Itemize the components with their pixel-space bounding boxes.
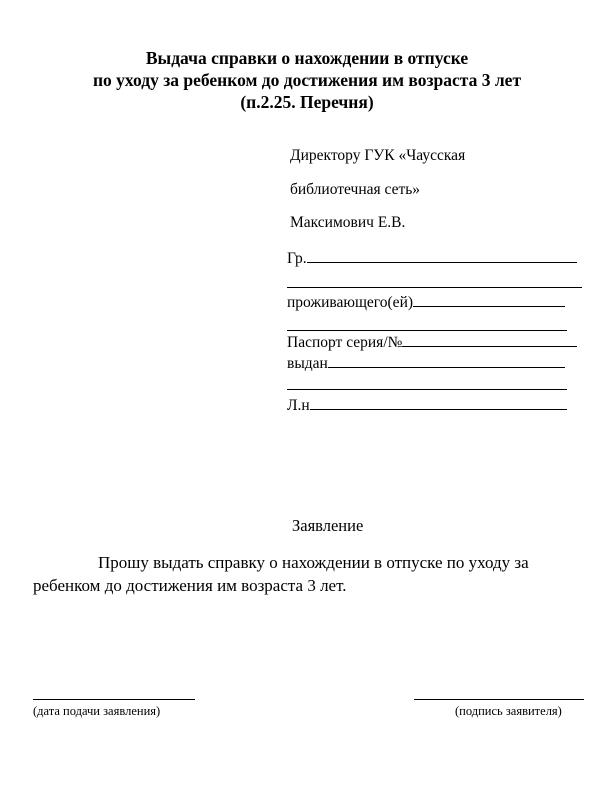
issued-label: выдан xyxy=(287,355,328,372)
statement-line-1: Прошу выдать справку о нахождении в отпуске по уходу за xyxy=(98,553,529,572)
document-title xyxy=(0,47,614,113)
date-caption: (дата подачи заявления) xyxy=(33,704,161,718)
addressee-line-2: библиотечная сеть» xyxy=(290,181,421,198)
personal-no-label: Л.н xyxy=(287,397,310,414)
addressee-line-1: Директору ГУК «Чаусская xyxy=(290,147,466,164)
statement-line-2: ребенком до достижения им возраста 3 лет. xyxy=(33,576,347,595)
title-line-1: Выдача справки о нахождении в отпуске xyxy=(145,48,469,68)
citizen-field[interactable] xyxy=(287,249,577,268)
title-line-3: (п.2.25. Перечня) xyxy=(240,92,374,112)
signature-line[interactable] xyxy=(414,699,584,700)
issued-blank[interactable] xyxy=(328,354,565,368)
addressee-line-3: Максимович Е.В. xyxy=(290,214,406,231)
passport-field[interactable] xyxy=(287,333,577,352)
residing-blank[interactable] xyxy=(413,293,565,307)
citizen-blank-continued[interactable] xyxy=(287,287,582,288)
signature-caption: (подпись заявителя) xyxy=(455,704,562,718)
passport-label: Паспорт серия/№ xyxy=(287,334,403,351)
issued-blank-continued[interactable] xyxy=(287,389,567,390)
citizen-blank[interactable] xyxy=(307,249,577,263)
statement-title: Заявление xyxy=(292,516,364,535)
personal-no-field[interactable] xyxy=(287,396,567,415)
passport-blank[interactable] xyxy=(402,333,577,347)
citizen-label: Гр. xyxy=(287,250,307,267)
residing-field[interactable] xyxy=(287,293,565,312)
residing-blank-continued[interactable] xyxy=(287,330,567,331)
residing-label: проживающего(ей) xyxy=(287,294,414,311)
date-line[interactable] xyxy=(33,699,195,700)
title-line-2: по уходу за ребенком до достижения им возраста 3 лет xyxy=(92,70,522,90)
personal-no-blank[interactable] xyxy=(310,396,567,410)
issued-field[interactable] xyxy=(287,354,565,373)
